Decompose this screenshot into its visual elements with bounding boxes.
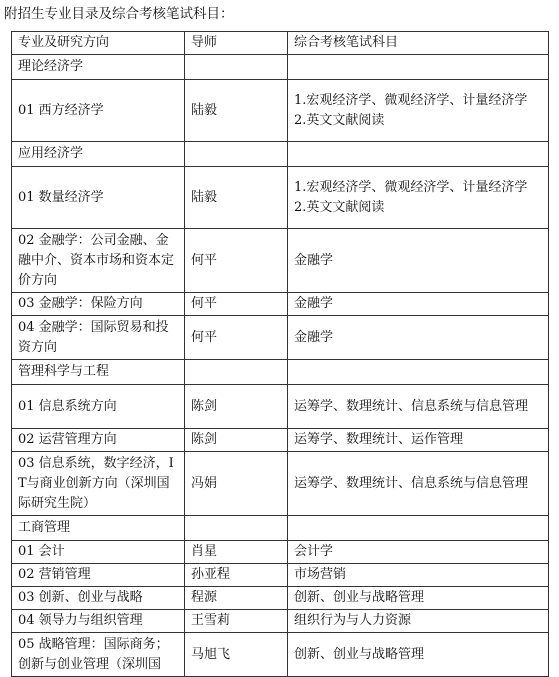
header-subjects: 综合考核笔试科目 [288,32,549,55]
section-row [12,55,549,80]
subject-line: 金融学 [294,252,334,268]
table-row [12,429,549,452]
direction-cell: 04 金融学：国际贸易和投资方向 [12,316,185,360]
subject-line: 创新、创业与战略管理 [294,646,425,662]
subjects-cell [288,633,549,677]
section-name: 理论经济学 [12,55,185,80]
subjects-cell [288,564,549,587]
direction-cell: 04 领导力与组织管理 [12,610,185,633]
advisor-cell: 何平 [185,316,288,360]
direction-cell: 02 营销管理 [12,564,185,587]
table-row [12,167,549,229]
section-empty-cell [288,516,549,541]
advisor-cell: 马旭飞 [185,633,288,677]
table-row [12,293,549,316]
subjects-cell [288,316,549,360]
advisor-cell: 何平 [185,229,288,293]
direction-cell: 02 运营管理方向 [12,429,185,452]
advisor-cell: 陈剑 [185,385,288,429]
subjects-cell [288,167,549,229]
subject-line: 1.宏观经济学、微观经济学、计量经济学 [294,179,528,195]
section-empty-cell [185,142,288,167]
section-empty-cell [288,360,549,385]
subject-line: 会计学 [294,544,334,559]
header-advisor: 导师 [185,32,288,55]
subject-line: 1.宏观经济学、微观经济学、计量经济学 [294,92,528,108]
subject-line: 市场营销 [294,567,347,582]
program-table [11,31,549,677]
section-name: 应用经济学 [12,142,185,167]
section-name: 管理科学与工程 [12,360,185,385]
section-empty-cell [185,360,288,385]
program-table-body [12,32,549,677]
advisor-cell: 孙亚程 [185,564,288,587]
table-row [12,541,549,564]
subject-line: 金融学 [294,329,334,345]
subjects-cell [288,293,549,316]
document-caption: 附招生专业目录及综合考核笔试科目： [4,6,234,22]
direction-cell: 01 会计 [12,541,185,564]
table-row [12,385,549,429]
advisor-cell: 肖星 [185,541,288,564]
table-row [12,564,549,587]
subjects-cell [288,429,549,452]
table-row [12,452,549,516]
table-row [12,587,549,610]
subjects-cell [288,587,549,610]
table-row [12,229,549,293]
subjects-cell [288,610,549,633]
table-header-row [12,32,549,55]
direction-cell: 03 金融学：保险方向 [12,293,185,316]
subjects-cell [288,452,549,516]
table-row [12,633,549,677]
section-empty-cell [185,516,288,541]
direction-cell: 03 信息系统，数字经济，IT与商业创新方向（深圳国际研究生院） [12,452,185,516]
subject-line: 运筹学、数理统计、信息系统与信息管理 [294,398,529,414]
advisor-cell: 何平 [185,293,288,316]
direction-cell: 05 战略管理：国际商务；创新与创业管理（深圳国 [12,633,185,677]
subject-line: 金融学 [294,296,334,311]
advisor-cell: 王雪莉 [185,610,288,633]
direction-cell: 01 西方经济学 [12,80,185,142]
section-empty-cell [288,142,549,167]
section-row [12,516,549,541]
advisor-cell: 陆毅 [185,167,288,229]
direction-cell: 02 金融学：公司金融、金融中介、资本市场和资本定价方向 [12,229,185,293]
section-row [12,142,549,167]
subject-line: 运筹学、数理统计、信息系统与信息管理 [294,475,529,491]
subject-line: 运筹学、数理统计、运作管理 [294,432,464,447]
subjects-cell [288,385,549,429]
subject-line: 组织行为与人力资源 [294,613,412,628]
table-row [12,610,549,633]
direction-cell: 03 创新、创业与战略 [12,587,185,610]
section-row [12,360,549,385]
section-name: 工商管理 [12,516,185,541]
subject-line: 2.英文文献阅读 [294,199,385,215]
section-empty-cell [185,55,288,80]
subject-line: 2.英文文献阅读 [294,112,385,128]
subjects-cell [288,541,549,564]
table-row [12,316,549,360]
header-direction: 专业及研究方向 [12,32,185,55]
direction-cell: 01 数量经济学 [12,167,185,229]
advisor-cell: 陆毅 [185,80,288,142]
table-row [12,80,549,142]
direction-cell: 01 信息系统方向 [12,385,185,429]
advisor-cell: 程源 [185,587,288,610]
advisor-cell: 陈剑 [185,429,288,452]
advisor-cell: 冯娟 [185,452,288,516]
subjects-cell [288,80,549,142]
section-empty-cell [288,55,549,80]
subjects-cell [288,229,549,293]
subject-line: 创新、创业与战略管理 [294,590,425,605]
